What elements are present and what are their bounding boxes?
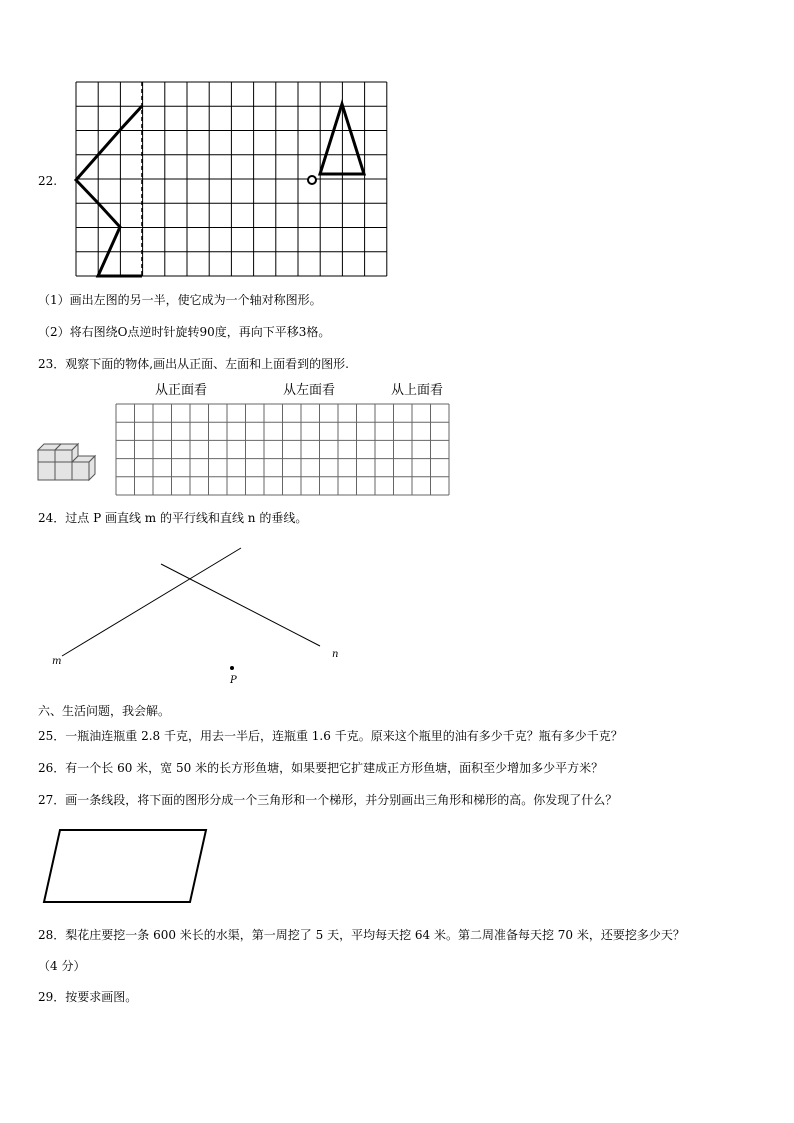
point-o — [308, 176, 316, 184]
q26-text: 26．有一个长 60 米，宽 50 米的长方形鱼塘，如果要把它扩建成正方形鱼塘，面积至少增加多少平方米？ — [38, 761, 604, 775]
q27-text: 27．画一条线段，将下面的图形分成一个三角形和一个梯形，并分别画出三角形和梯形的高。你发现了什么？ — [38, 793, 618, 807]
q22-part2: （2）将右图绕O点逆时针旋转90度，再向下平移3格。 — [38, 325, 331, 339]
line-m — [62, 548, 241, 656]
view-label-left: 从左面看 — [283, 383, 336, 398]
line-n — [161, 564, 320, 646]
parallelogram-figure — [0, 820, 794, 910]
label-n: n — [332, 649, 339, 660]
view-label-top: 从上面看 — [391, 383, 444, 398]
label-m: m — [52, 656, 62, 667]
cube-stack-figure — [36, 442, 96, 484]
q29-text: 29．按要求画图。 — [38, 990, 138, 1004]
label-p: P — [230, 675, 237, 686]
section6-heading: 六、生活问题，我会解。 — [38, 704, 171, 718]
q28-line2: （4 分） — [38, 959, 86, 973]
q23-text: 23．观察下面的物体,画出从正面、左面和上面看到的图形. — [38, 357, 349, 371]
q24-text: 24．过点 P 画直线 m 的平行线和直线 n 的垂线。 — [38, 511, 308, 525]
point-p — [230, 666, 234, 670]
q23-drawing-grid — [116, 404, 450, 496]
q25-text: 25．一瓶油连瓶重 2.8 千克，用去一半后，连瓶重 1.6 千克。原来这个瓶里的油有多少千克？瓶有多少千克？ — [38, 729, 623, 743]
q22-grid-figure — [0, 0, 794, 290]
q22-number: 22. — [38, 174, 58, 188]
view-label-front: 从正面看 — [155, 383, 208, 398]
q28-line1: 28．梨花庄要挖一条 600 米长的水渠，第一周挖了 5 天，平均每天挖 64 米。第二周准备每天挖 70 米，还要挖多少天？ — [38, 928, 685, 942]
q22-part1: （1）画出左图的另一半，使它成为一个轴对称图形。 — [38, 293, 322, 307]
q24-lines-figure — [0, 540, 794, 690]
half-figure — [76, 106, 142, 276]
